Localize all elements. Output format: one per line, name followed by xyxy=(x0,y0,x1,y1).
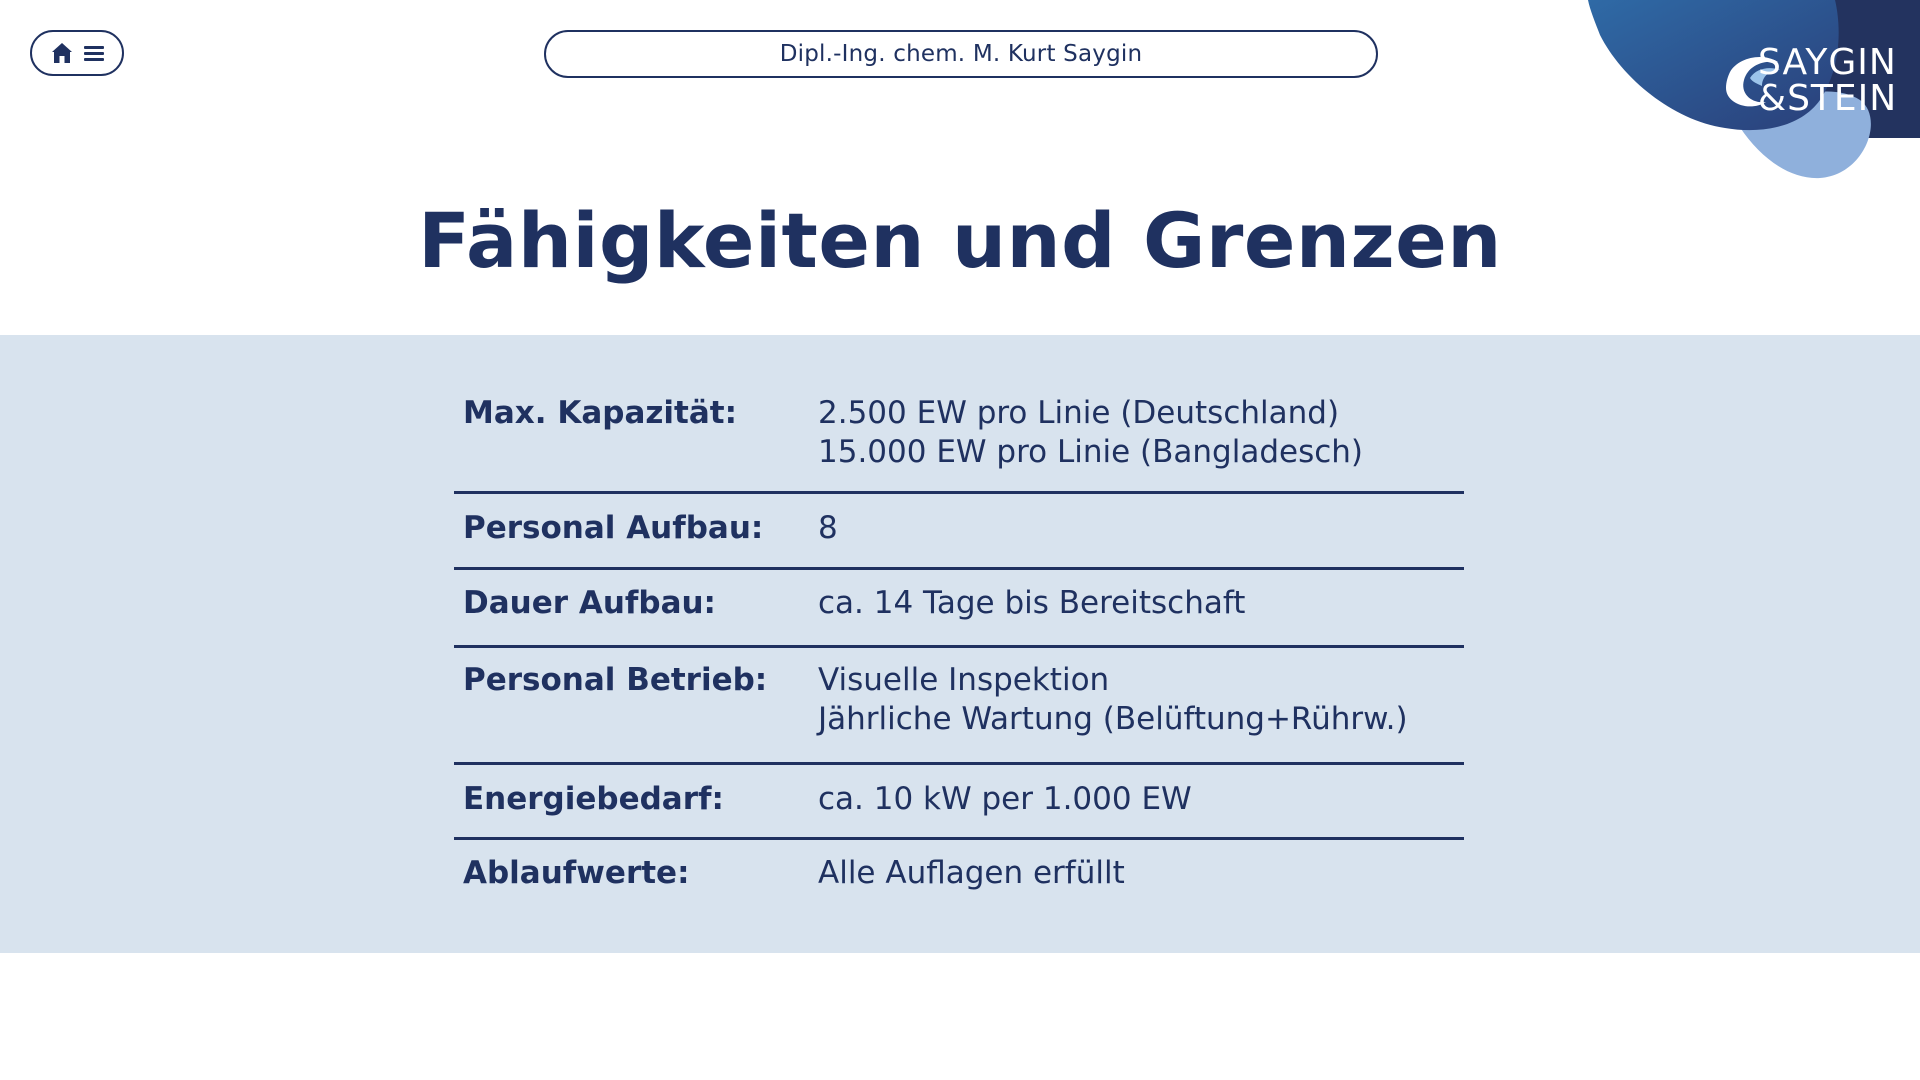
nav-pill xyxy=(30,30,124,76)
table-row xyxy=(454,840,1464,915)
author-name: Dipl.-Ing. chem. M. Kurt Saygin xyxy=(544,30,1378,78)
spec-value xyxy=(818,509,1464,567)
spec-value-line: Alle Auflagen erfüllt xyxy=(818,855,1125,891)
spec-value-line: 2.500 EW pro Linie (Deutschland) xyxy=(818,395,1340,431)
logo-line-1: SAYGIN xyxy=(1758,42,1897,83)
company-logo xyxy=(1500,0,1920,190)
spec-value-line: 15.000 EW pro Linie (Bangladesch) xyxy=(818,434,1364,470)
spec-label: Personal Aufbau: xyxy=(463,510,764,546)
spec-label: Energiebedarf: xyxy=(463,781,724,817)
spec-value-line: ca. 14 Tage bis Bereitschaft xyxy=(818,585,1246,621)
page-title: Fähigkeiten und Grenzen xyxy=(418,196,1502,285)
spec-value-line: ca. 10 kW per 1.000 EW xyxy=(818,781,1192,817)
spec-value xyxy=(818,584,1464,645)
spec-label: Personal Betrieb: xyxy=(463,662,768,698)
spec-value xyxy=(818,780,1464,837)
spec-label: Max. Kapazität: xyxy=(463,395,738,431)
table-row xyxy=(454,648,1464,765)
spec-value xyxy=(818,394,1464,491)
menu-icon[interactable] xyxy=(84,44,104,62)
table-row xyxy=(454,378,1464,494)
spec-label: Ablaufwerte: xyxy=(463,855,690,891)
spec-value-line: 8 xyxy=(818,510,838,546)
table-row xyxy=(454,494,1464,570)
logo-text xyxy=(1758,42,1898,119)
table-row xyxy=(454,570,1464,648)
spec-label: Dauer Aufbau: xyxy=(463,585,716,621)
spec-value-line: Jährliche Wartung (Belüftung+Rührw.) xyxy=(818,701,1408,737)
spec-table xyxy=(454,378,1464,915)
table-row xyxy=(454,765,1464,840)
spec-value-line: Visuelle Inspektion xyxy=(818,662,1110,698)
spec-value xyxy=(818,854,1464,915)
spec-value xyxy=(818,661,1464,762)
logo-line-2: &STEIN xyxy=(1758,78,1898,119)
home-icon[interactable] xyxy=(50,41,74,65)
